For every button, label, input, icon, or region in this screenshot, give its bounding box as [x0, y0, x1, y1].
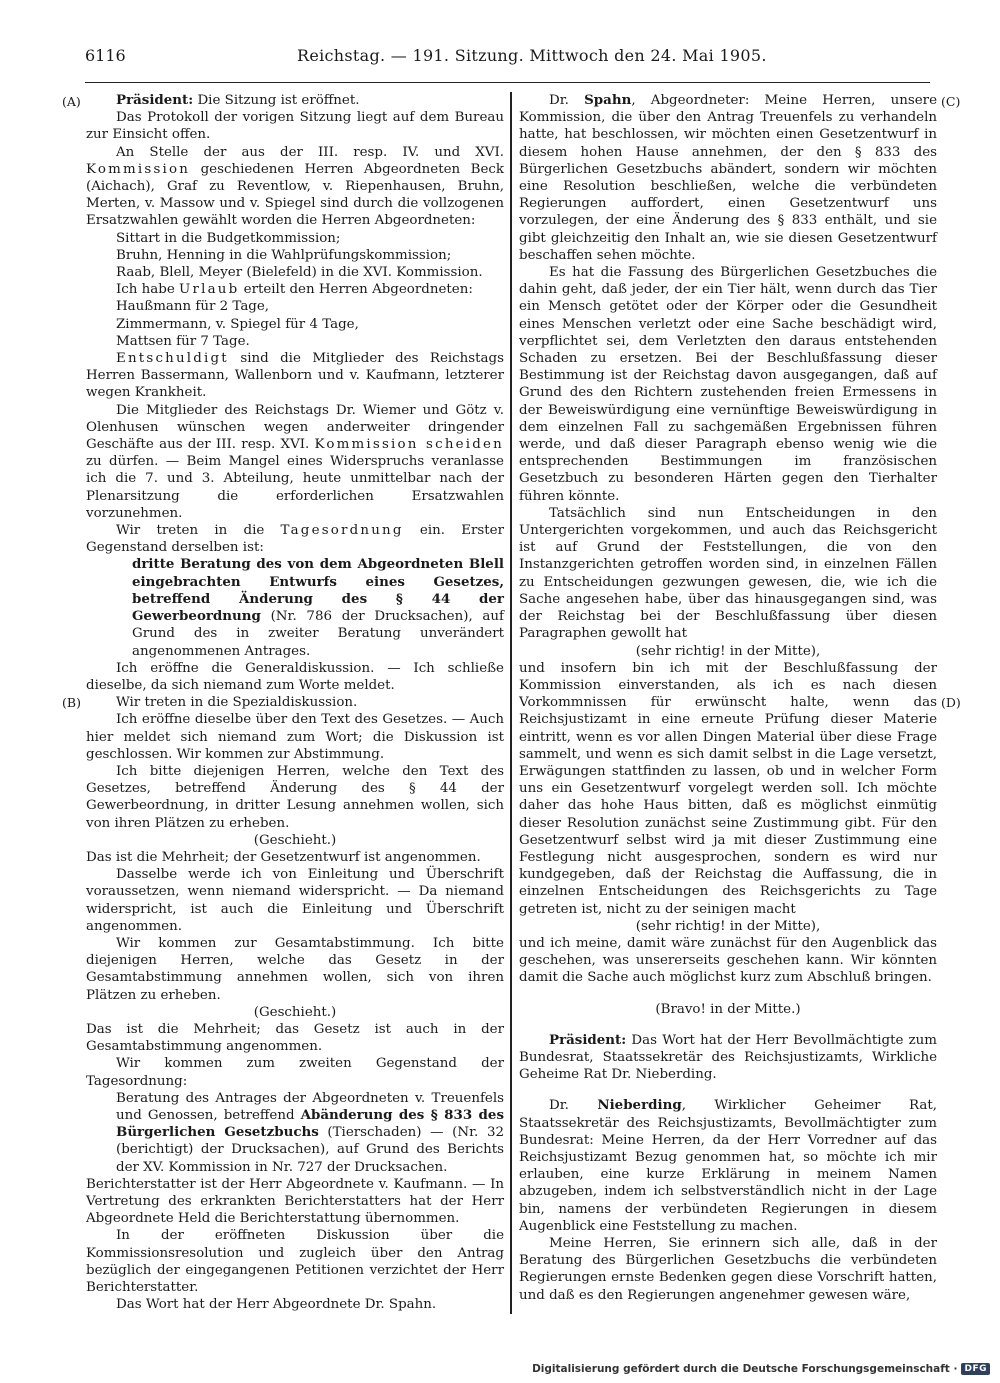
list-item: Zimmermann, v. Spiegel für 4 Tage, — [116, 316, 359, 332]
paragraph: Tatsächlich sind nun Entscheidungen in den Untergerichten vorgekommen, und auch das Reichsgericht ist auf Grund der Feststellungen, die von den Instanzgerichten getroffen worden sind, in einzelnen Fällen zu Entscheidungen gezwungen gewesen, die, wie ich die Sache angesehen habe, über das hinausgegangen sind, was der Reichstag bei der Beschlußfassung über diesen Paragraphen gewollt hat — [519, 505, 937, 642]
paragraph: Ich habe Urlaub erteilt den Herren Abgeordneten: — [116, 282, 473, 298]
paragraph: Ich bitte diejenigen Herren, welche den Text des Gesetzes, betreffend Änderung des § 44 der Gewerbeordnung, in dritter Lesung annehmen wollen, sich von ihren Plätzen zu erheben. — [86, 763, 504, 831]
margin-marker-a: (A) — [62, 94, 81, 109]
page-number: 6116 — [85, 46, 126, 65]
paragraph: Entschuldigt sind die Mitglieder des Reichstags Herren Bassermann, Wallenborn und v. Kaufmann, letzterer wegen Krankheit. — [86, 351, 504, 401]
running-title: Reichstag. — 191. Sitzung. Mittwoch den 24. Mai 1905. — [297, 46, 767, 65]
paragraph: Wir treten in die Tagesordnung ein. Erster Gegenstand derselben ist: — [86, 523, 504, 556]
paragraph: Präsident: Die Sitzung ist eröffnet. — [116, 92, 360, 108]
speaker-name: Präsident: — [116, 92, 194, 108]
list-item: Bruhn, Henning in die Wahlprüfungskommission; — [116, 247, 452, 263]
paragraph: Dr. Spahn, Abgeordneter: Meine Herren, unsere Kommission, die über den Antrag Treuenfels zu verhandeln hatte, hat beschlossen, wir möchten einen Gesetzentwurf in diesem hohen Hause annehmen, der den § 833 des Bürgerlichen Gesetzbuchs abändert, sondern wir möchten eine Resolution beschließen, welche die verbündeten Regierungen auffordert, einen Gesetzentwurf uns vorzulegen, der eine Änderung des § 833 enthält, und sie gibt gleichzeitig den Inhalt an, wie sie diesen Gesetzentwurf beschaffen sehen möchte. — [519, 92, 937, 263]
paragraph: und insofern bin ich mit der Beschlußfassung der Kommission einverstanden, als ich es nach diesen Vorkommnissen für erwünscht halte, wenn das Reichsjustizamt in eine erneute Prüfung dieser Materie eintritt, wenn es vor allen Dingen Material über diese Frage sammelt, und wenn es sich damit selbst in die Lage versetzt, Erwägungen stattfinden zu lassen, ob und in welcher Form uns ein Gesetzentwurf vorgelegt werden soll. Ich möchte daher das hohe Haus bitten, daß es möglichst einmütig dieser Resolution zunächst seine Zustimmung gibt. Für den Gesetzentwurf selbst wird ja mit dieser Zustimmung eine Festlegung nicht ausgesprochen, sondern es wird nur kundgegeben, daß der Reichstag die Auffassung, die in einzelnen Entscheidungen des Reichsgerichts zu Tage getreten ist, nicht zu der seinigen macht — [519, 660, 937, 917]
paragraph: Ich eröffne dieselbe über den Text des Gesetzes. — Auch hier meldet sich niemand zum Wort; die Diskussion ist geschlossen. Wir kommen zur Abstimmung. — [86, 712, 504, 762]
running-header — [85, 46, 930, 72]
header-rule — [85, 82, 930, 83]
paragraph: und ich meine, damit wäre zunächst für den Augenblick das geschehen, was unsererseits geschehen kann. Wir könnten damit die Sache auch möglichst kurz zum Abschluß bringen. — [519, 935, 937, 986]
margin-marker-d: (D) — [941, 695, 961, 710]
stage-direction: (Bravo! in der Mitte.) — [655, 1001, 801, 1017]
credit-text: Digitalisierung gefördert durch die Deutsche Forschungsgemeinschaft · — [532, 1363, 958, 1375]
speaker-name: Präsident: — [549, 1031, 627, 1048]
paragraph: Wir kommen zur Gesamtabstimmung. Ich bitte diejenigen Herren, welche das Gesetz in der Gesamtabstimmung annehmen wollen, sich von ihren Plätzen zu erheben. — [86, 935, 504, 1003]
margin-marker-b: (B) — [62, 695, 81, 710]
paragraph: Die Mitglieder des Reichstags Dr. Wiemer und Götz v. Olenhusen wünschen wegen anderweiter dringender Geschäfte aus der III. resp. XVI. Kommission scheiden zu dürfen. — Beim Mangel eines Widerspruchs veranlasse ich die 7. und 3. Abteilung, heute unmittelbar nach der Plenarsitzung die erforderlichen Ersatzwahlen vorzunehmen. — [86, 402, 504, 521]
left-column — [86, 92, 504, 1313]
margin-marker-c: (C) — [941, 94, 961, 109]
stage-direction: (sehr richtig! in der Mitte), — [635, 918, 821, 934]
list-item: Mattsen für 7 Tage. — [116, 333, 250, 349]
column-divider — [510, 92, 512, 1314]
stage-direction: (sehr richtig! in der Mitte), — [635, 643, 821, 659]
paragraph: Das Protokoll der vorigen Sitzung liegt auf dem Bureau zur Einsicht offen. — [86, 110, 504, 143]
paragraph: Ich eröffne die Generaldiskussion. — Ich schließe dieselbe, da sich niemand zum Worte meldet. — [86, 660, 504, 693]
paragraph: Das ist die Mehrheit; der Gesetzentwurf ist angenommen. — [86, 849, 481, 865]
agenda-item: Beratung des Antrages der Abgeordneten v. Treuenfels und Genossen, betreffend Abänderung des § 833 des Bürgerlichen Gesetzbuchs (Tierschaden) — (Nr. 32 (berichtigt) der Drucksachen), auf Grund des Berichts der XV. Kommission in Nr. 727 der Drucksachen. — [116, 1090, 504, 1175]
dfg-logo: DFG — [961, 1363, 990, 1375]
paragraph: Präsident: Das Wort hat der Herr Bevollmächtigte zum Bundesrat, Staatssekretär des Reichsjustizamts, Wirkliche Geheime Rat Dr. Nieberding. — [519, 1031, 937, 1083]
paragraph: Meine Herren, Sie erinnern sich alle, daß in der Beratung des Bürgerlichen Gesetzbuchs die verbündeten Regierungen ernste Bedenken gegen diese Vorschrift hatten, und daß es den Regierungen angenehmer gewesen wäre, — [519, 1236, 937, 1303]
paragraph: Das Wort hat der Herr Abgeordnete Dr. Spahn. — [116, 1297, 437, 1313]
stage-direction: (Geschieht.) — [253, 832, 337, 848]
paragraph: Dasselbe werde ich von Einleitung und Überschrift voraussetzen, wenn niemand widerspricht. — Da niemand widerspricht, ist auch die Einleitung und Überschrift angenommen. — [86, 867, 504, 934]
digitization-credit — [532, 1363, 990, 1375]
paragraph: Berichterstatter ist der Herr Abgeordnete v. Kaufmann. — In Vertretung des erkrankten Berichterstatters hat der Herr Abgeordnete Held die Berichterstattung übernommen. — [86, 1176, 504, 1227]
paragraph: Es hat die Fassung des Bürgerlichen Gesetzbuches die dahin geht, daß jeder, der ein Tier hält, wenn durch das Tier ein Mensch getötet oder der Körper oder die Gesundheit eines Menschen verletzt oder eine Sache beschädigt wird, verpflichtet sei, dem Verletzten den daraus entstehenden Schaden zu ersetzen. Bei der Beschlußfassung dieser Bestimmung ist der Reichstag davon ausgegangen, daß auf Grund des den Richtern zustehenden freien Ermessens in der Beweiswürdigung eine vernünftige Beweiswürdigung in dem einzelnen Fall zu sachgemäßen Ergebnissen führen werde, und daß dieser Paragraph ebenso wenig wie die entsprechenden Bestimmungen im französischen Gesetzbuch zu besonderen Härten gegen den Tierhalter führen könnte. — [519, 265, 937, 504]
paragraph: In der eröffneten Diskussion über die Kommissionsresolution und zugleich über den Antrag bezüglich der eingegangenen Petitionen verzichtet der Herr Berichterstatter. — [86, 1228, 504, 1296]
speaker-name: Nieberding — [597, 1097, 682, 1114]
right-column — [519, 92, 937, 1304]
paragraph: Wir treten in die Spezialdiskussion. — [116, 695, 358, 711]
list-item: Haußmann für 2 Tage, — [116, 299, 270, 315]
paragraph: Wir kommen zum zweiten Gegenstand der Tagesordnung: — [86, 1056, 504, 1089]
list-item: Raab, Blell, Meyer (Bielefeld) in die XVI. Kommission. — [116, 265, 483, 281]
list-item: Sittart in die Budgetkommission; — [116, 230, 341, 246]
speaker-name: Spahn — [584, 92, 632, 108]
paragraph: Das ist die Mehrheit; das Gesetz ist auch in der Gesamtabstimmung angenommen. — [86, 1021, 504, 1055]
paragraph: An Stelle der aus der III. resp. IV. und XVI. Kommission geschiedenen Herren Abgeordneten Beck (Aichach), Graf zu Reventlow, v. Riepenhausen, Bruhn, Merten, v. Massow und v. Spiegel sind durch die vollzogenen Ersatzwahlen gewählt worden die Herren Abgeordneten: — [86, 144, 504, 229]
stage-direction: (Geschieht.) — [253, 1004, 337, 1020]
agenda-item: dritte Beratung des von dem Abgeordneten Blell eingebrachten Entwurfs eines Gesetzes, betreffend Änderung des § 44 der Gewerbeordnung (Nr. 786 der Drucksachen), auf Grund des in zweiter Beratung unverändert angenommenen Antrages. — [132, 556, 504, 659]
paragraph: Dr. Nieberding, Wirklicher Geheimer Rat, Staatssekretär des Reichsjustizamts, Bevollmächtigter zum Bundesrat: Meine Herren, da der Herr Vorredner auf das Reichsjustizamt Bezug genommen hat, so möchte ich mir erlauben, eine kurze Erklärung in meinem Namen abzugeben, indem ich selbstverständlich nicht in der Lage bin, namens der verbündeten Regierungen in diesem Augenblick eine Feststellung zu machen. — [519, 1097, 937, 1234]
